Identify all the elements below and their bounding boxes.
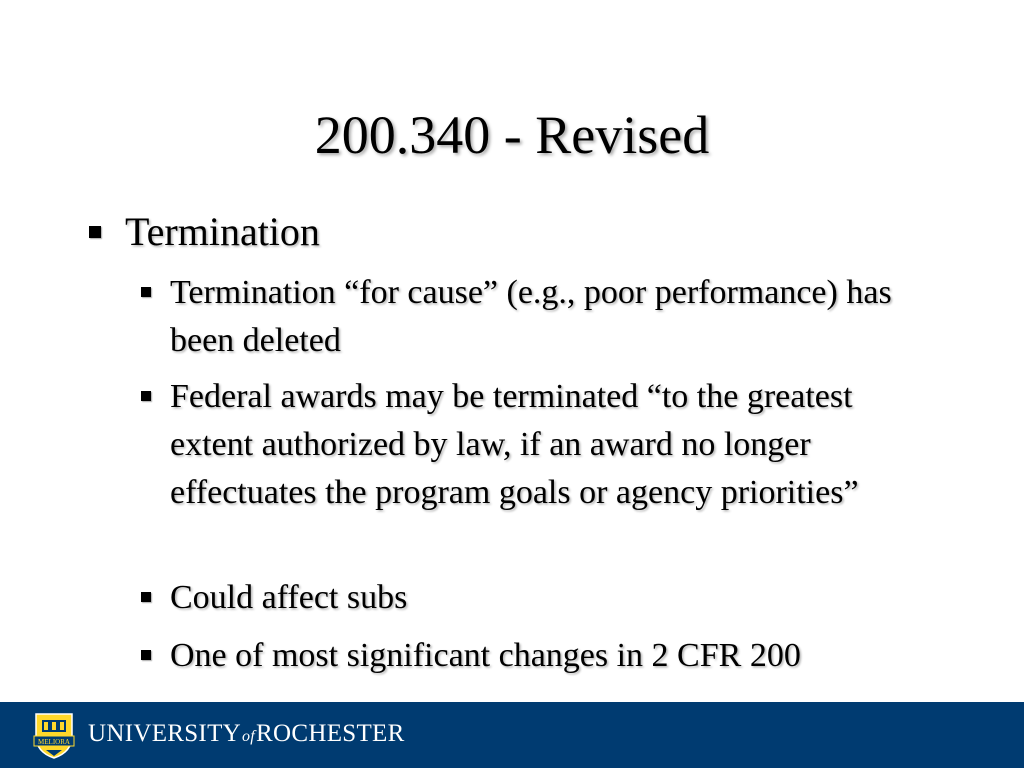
- bullet-termination: [125, 206, 320, 258]
- square-bullet-icon: [89, 226, 101, 238]
- wordmark-university: UNIVERSITY: [88, 720, 241, 747]
- sub-bullet-text: Could affect subs: [170, 579, 408, 616]
- seal-motto: MELIORA: [38, 738, 70, 746]
- sub-bullet-text: Termination “for cause” (e.g., poor performance) has been deleted: [170, 274, 892, 359]
- square-bullet-icon: [141, 592, 151, 602]
- square-bullet-icon: [141, 391, 151, 401]
- square-bullet-icon: [141, 650, 151, 660]
- footer-bar: [0, 702, 1024, 768]
- sub-bullet-for-cause: [170, 269, 910, 365]
- wordmark-of: of: [242, 728, 256, 745]
- wordmark-rochester: ROCHESTER: [256, 720, 405, 747]
- sub-bullet-federal-awards: [170, 373, 910, 517]
- university-wordmark: [88, 718, 405, 753]
- sub-bullet-could-affect-subs: [170, 574, 910, 622]
- sub-bullet-significant-changes: [170, 632, 910, 680]
- sub-bullet-text: Federal awards may be terminated “to the greatest extent authorized by law, if an award no longer effectuates the program goals or agency priorities”: [170, 378, 859, 511]
- university-seal-icon: [30, 710, 78, 760]
- bullet-text: Termination: [125, 209, 320, 254]
- slide-title: 200.340 - Revised: [314, 105, 710, 165]
- square-bullet-icon: [141, 287, 151, 297]
- sub-bullet-text: One of most significant changes in 2 CFR 200: [170, 637, 801, 674]
